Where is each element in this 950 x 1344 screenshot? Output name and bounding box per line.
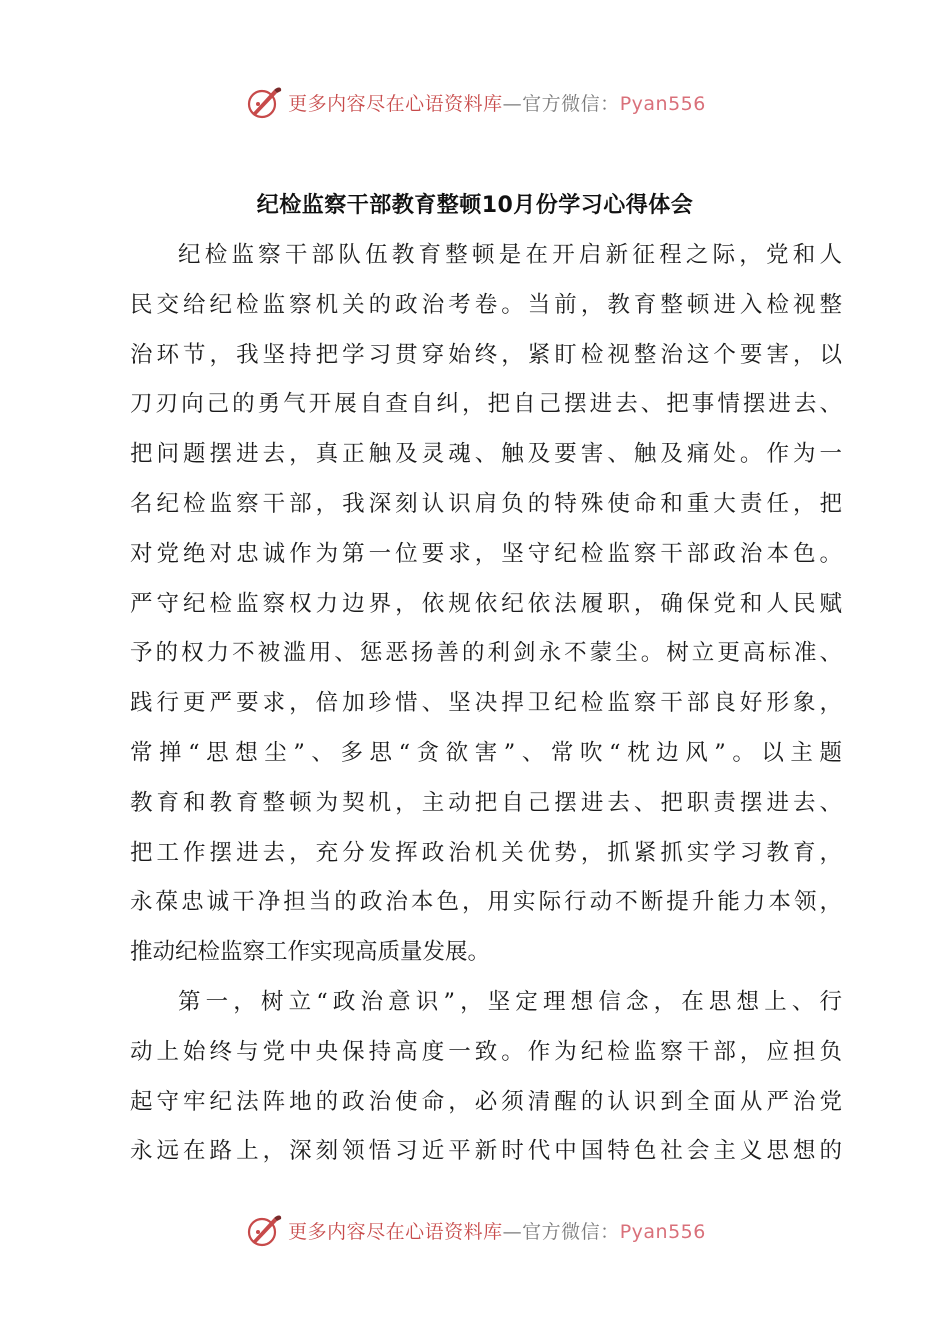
body-line: 第一，树立“政治意识”，坚定理想信念，在思想上、行: [178, 988, 842, 1015]
quill-logo-icon: [244, 82, 284, 122]
body-line: 践行更严要求，倍加珍惜、坚决捍卫纪检监察干部良好形象，: [130, 690, 842, 717]
document-title: 纪检监察干部教育整顿10月份学习心得体会: [256, 193, 694, 218]
banner-dash: —: [502, 1220, 523, 1243]
body-line: 动上始终与党中央保持高度一致。作为纪检监察干部，应担负: [130, 1038, 842, 1065]
banner-wechat-id: Pyan556: [619, 1220, 706, 1243]
body-line: 推动纪检监察工作实现高质量发展。: [130, 939, 491, 966]
body-line: 起守牢纪法阵地的政治使命，必须清醒的认识到全面从严治党: [130, 1088, 842, 1115]
banner-wechat-label: 官方微信：: [522, 92, 620, 115]
body-line: 永远在路上，深刻领悟习近平新时代中国特色社会主义思想的: [130, 1138, 842, 1165]
body-line: 把工作摆进去，充分发挥政治机关优势，抓紧抓实学习教育，: [130, 839, 842, 866]
body-line: 严守纪检监察权力边界，依规依纪依法履职，确保党和人民赋: [130, 590, 842, 617]
body-line: 刀刃向己的勇气开展自查自纠，把自己摆进去、把事情摆进去、: [130, 391, 842, 418]
body-line: 对党绝对忠诚作为第一位要求，坚守纪检监察干部政治本色。: [130, 540, 842, 567]
banner-brand: 更多内容尽在心语资料库: [288, 1220, 503, 1243]
document-body: [130, 231, 842, 1177]
body-line: 治环节，我坚持把学习贯穿始终，紧盯检视整治这个要害，以: [130, 341, 842, 368]
banner-text: [288, 1217, 706, 1244]
body-line: 永葆忠诚干净担当的政治本色，用实际行动不断提升能力本领，: [130, 889, 842, 916]
body-line: 教育和教育整顿为契机，主动把自己摆进去、把职责摆进去、: [130, 789, 842, 816]
body-line: 把问题摆进去，真正触及灵魂、触及要害、触及痛处。作为一: [130, 441, 842, 468]
footer-banner: [0, 1208, 950, 1252]
banner-wechat-label: 官方微信：: [522, 1220, 620, 1243]
body-line: 纪检监察干部队伍教育整顿是在开启新征程之际，党和人: [178, 242, 842, 268]
body-line: 常掸“思想尘”、多思“贪欲害”、常吹“枕边风”。以主题: [130, 739, 842, 766]
body-line: 予的权力不被滥用、惩恶扬善的利剑永不蒙尘。树立更高标准、: [130, 640, 842, 667]
banner-dash: —: [502, 92, 523, 115]
banner-text: [288, 89, 706, 116]
quill-logo-icon: [244, 1210, 284, 1250]
header-banner: [0, 80, 950, 124]
body-line: 名纪检监察干部，我深刻认识肩负的特殊使命和重大责任，把: [130, 490, 842, 517]
banner-brand: 更多内容尽在心语资料库: [288, 92, 503, 115]
body-line: 民交给纪检监察机关的政治考卷。当前，教育整顿进入检视整: [130, 291, 842, 318]
banner-wechat-id: Pyan556: [619, 92, 706, 115]
